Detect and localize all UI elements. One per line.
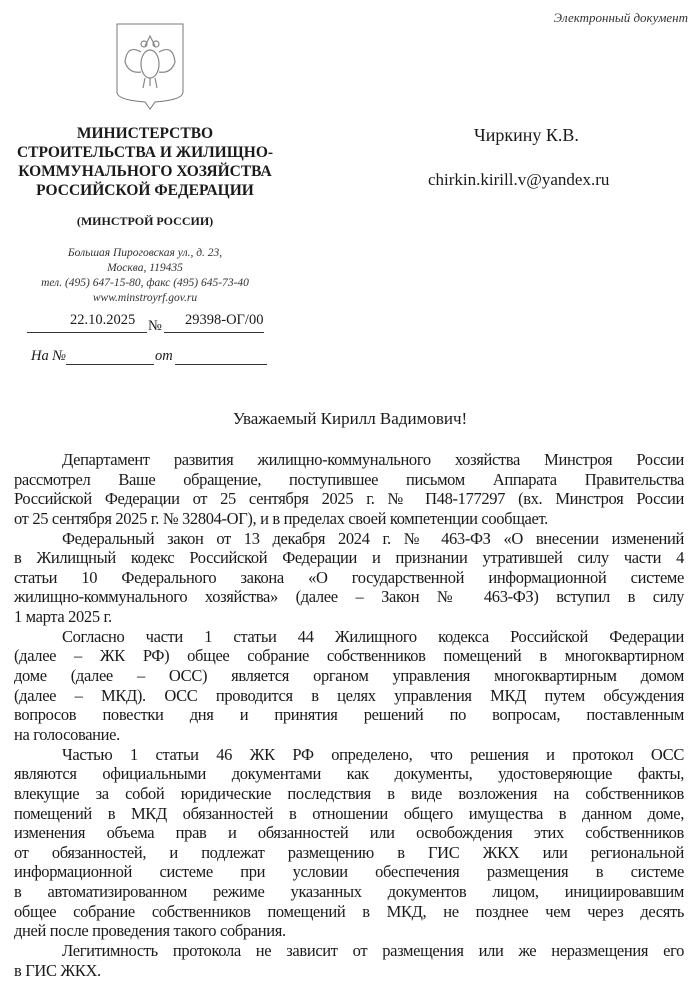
paragraph-line: (далее – ЖК РФ) общее собрание собственников помещений в многоквартирном <box>14 646 684 666</box>
paragraph <box>14 529 684 627</box>
paragraph-line: Российской Федерации от 25 сентября 2025 г. № П48-177297 (вх. Минстроя России <box>14 489 684 509</box>
phone-line: тел. (495) 647-15-80, факс (495) 645-73-40 <box>41 277 249 289</box>
ministry-short-name: (МИНСТРОЙ РОССИИ) <box>76 214 214 228</box>
address-line: Большая Пироговская ул., д. 23, <box>67 247 223 259</box>
registration-line <box>0 312 700 342</box>
paragraph-line: от 25 сентября 2025 г. № 32804-ОГ), и в пределах своей компетенции сообщает. <box>14 508 548 528</box>
paragraph-line: от обязанностей, и подлежат размещению в ГИС ЖКХ или региональной <box>14 842 684 862</box>
paragraph-line: Департамент развития жилищно-коммунального хозяйства Минстроя России <box>62 450 684 469</box>
coat-of-arms-icon <box>115 22 185 110</box>
paragraph-line: в ГИС ЖКХ. <box>14 960 101 980</box>
ministry-line: СТРОИТЕЛЬСТВА И ЖИЛИЩНО- <box>16 144 274 161</box>
paragraph-line: Федеральный закон от 13 декабря 2024 г. № 463-ФЗ «О внесении изменений <box>62 528 684 548</box>
reference-line <box>0 348 300 370</box>
paragraph-line: в Жилищный кодекс Российской Федерации и признании утратившей силу части 4 <box>14 548 684 568</box>
recipient-name: Чиркину К.В. <box>474 125 579 145</box>
ministry-line: МИНИСТЕРСТВО <box>76 125 214 142</box>
paragraph-line: Частью 1 статьи 46 ЖК РФ определено, что решения и протокол ОСС <box>62 744 684 764</box>
address-line: Москва, 119435 <box>107 262 183 274</box>
paragraph-line: (далее – МКД). ОСС проводится в целях управления МКД путем обсуждения <box>14 685 684 705</box>
paragraph-line: рассмотрел Ваше обращение, поступившее письмом Аппарата Правительства <box>14 469 684 489</box>
paragraph-line: в автоматизированном режиме указанных документов лицом, инициировавшим <box>14 882 684 902</box>
ministry-name <box>0 124 290 200</box>
paragraph-line: общее собрание собственников помещений в МКД, не позднее чем через десять <box>14 901 684 921</box>
paragraph-line: влекущие за собой юридические последствия в виде возложения на собственников <box>14 783 684 803</box>
paragraph-line: на голосование. <box>14 724 120 744</box>
letter-number: 29398-ОГ/00 <box>185 312 264 328</box>
paragraph-line: помещений в МКД обязанностей в отношении общего имущества в данном доме, <box>14 803 684 823</box>
paragraph-line: являются официальными документами как документы, удостоверяющие факты, <box>14 764 684 784</box>
number-sign: № <box>148 318 162 334</box>
greeting: Уважаемый Кирилл Вадимович! <box>232 409 468 428</box>
paragraph-line: дней после проведения такого собрания. <box>14 921 286 941</box>
ministry-line: РОССИЙСКОЙ ФЕДЕРАЦИИ <box>36 182 254 199</box>
paragraph-line: изменения объема прав и обязанностей или освобождения этих собственников <box>14 823 684 843</box>
paragraph-line: Согласно части 1 статьи 44 Жилищного кодекса Российской Федерации <box>62 626 684 646</box>
paragraph-line: статьи 10 Федерального закона «О государственной информационной системе <box>14 567 684 587</box>
paragraph-line: 1 марта 2025 г. <box>14 607 112 627</box>
letter-date: 22.10.2025 <box>70 312 136 328</box>
ministry-line: КОММУНАЛЬНОГО ХОЗЯЙСТВА <box>18 163 272 180</box>
paragraph-line: информационной системе при условии обеспечения размещения в системе <box>14 862 684 882</box>
reference-from-label: от <box>155 348 173 364</box>
reference-label: На № <box>31 348 67 364</box>
paragraph-line: жилищно-коммунального хозяйства» (далее – Закон № 463-ФЗ) вступил в силу <box>14 587 684 607</box>
paragraph <box>14 941 684 980</box>
paragraph-line: Легитимность протокола не зависит от размещения или же неразмещения его <box>62 941 684 961</box>
paragraph-line: вопросов повестки дня и принятия решений по вопросам, поставленным <box>14 705 684 725</box>
electronic-document-label: Электронный документ <box>553 10 688 25</box>
paragraph <box>14 627 684 745</box>
recipient-email: chirkin.kirill.v@yandex.ru <box>428 170 610 189</box>
ministry-address <box>0 246 290 306</box>
paragraph-line: доме (далее – ОСС) является органом управления многоквартирным домом <box>14 666 684 686</box>
letter-body <box>14 450 684 980</box>
website-line: www.minstroyrf.gov.ru <box>92 292 198 304</box>
paragraph <box>14 745 684 941</box>
paragraph <box>14 450 684 529</box>
